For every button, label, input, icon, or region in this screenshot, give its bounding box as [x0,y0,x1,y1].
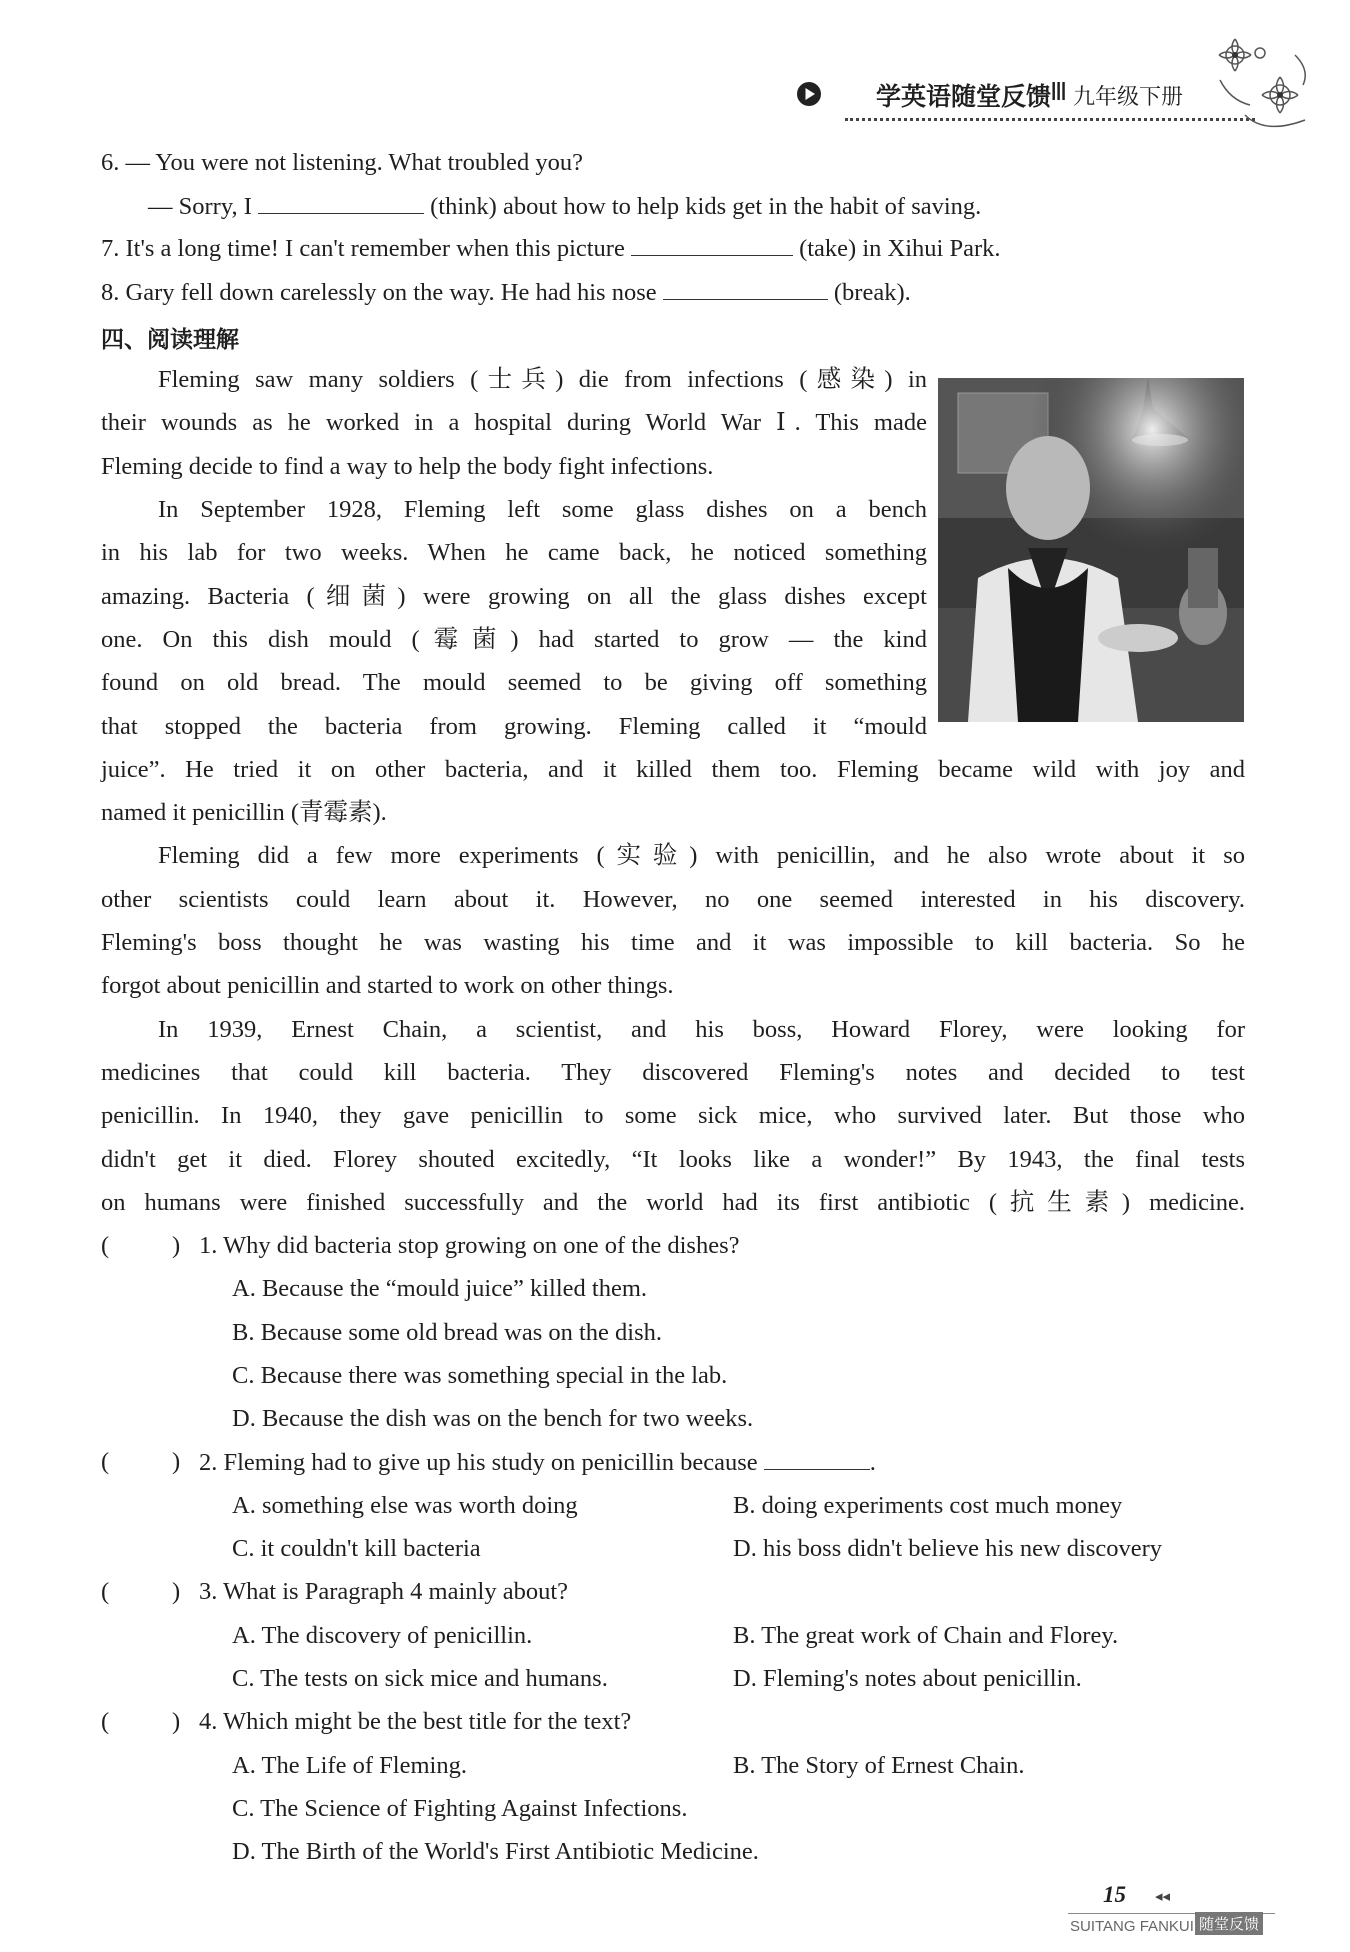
mcq-stem: 1. Why did bacteria stop growing on one of the dishes? [199,1232,740,1259]
answer-paren-open[interactable]: ( [101,1232,110,1259]
mcq-option[interactable]: C. The Science of Fighting Against Infections. [232,1795,688,1822]
header-subtitle: 九年级下册 [1073,85,1184,110]
passage-p2-line: named it penicillin (青霉素). [101,799,387,826]
passage-p2-line: one. On this dish mould (霉菌) had started to grow — the kind [101,626,927,653]
mcq-option[interactable]: A. something else was worth doing [232,1492,578,1519]
passage-p1-line: Fleming decide to find a way to help the body fight infections. [101,453,714,480]
passage-p1-line: Fleming saw many soldiers (士兵) die from infections (感染) in [158,366,927,393]
mcq-option[interactable]: D. Fleming's notes about penicillin. [733,1665,1082,1692]
answer-paren-close[interactable]: ) [172,1708,181,1735]
mcq-option[interactable]: C. The tests on sick mice and humans. [232,1665,608,1692]
answer-blank[interactable] [258,191,424,214]
mcq-option[interactable]: D. his boss didn't believe his new discovery [733,1535,1163,1562]
footer-brand-badge: 随堂反馈 [1195,1912,1263,1935]
answer-paren-open[interactable]: ( [101,1448,110,1475]
header-title: 学英语随堂反馈 [876,82,1052,111]
mcq-option[interactable]: B. doing experiments cost much money [733,1492,1123,1519]
arrow-left-icon: ◂◂ [1155,1887,1171,1905]
passage-p2-line: amazing. Bacteria (细菌) were growing on all the glass dishes except [101,583,927,610]
answer-blank[interactable] [631,233,793,256]
header-dotted-rule [845,118,1255,121]
mcq-stem: 2. Fleming had to give up his study on penicillin because . [199,1449,876,1476]
mcq-option[interactable]: D. The Birth of the World's First Antibiotic Medicine. [232,1838,759,1865]
mcq-option[interactable]: B. The Story of Ernest Chain. [733,1752,1025,1779]
mcq-option[interactable]: A. Because the “mould juice” killed them. [232,1275,648,1302]
fleming-photo [938,378,1244,722]
mcq-option[interactable]: C. it couldn't kill bacteria [232,1535,481,1562]
passage-p2-line: found on old bread. The mould seemed to be giving off something [101,669,927,696]
question-6-line-1: 6. — You were not listening. What troubled you? [101,149,584,176]
play-icon [796,81,822,107]
mcq-option[interactable]: B. Because some old bread was on the dish. [232,1319,663,1346]
flower-decoration-icon [1205,25,1325,145]
passage-p3-line: Fleming did a few more experiments (实验) with penicillin, and he also wrote about it so [158,842,1245,869]
page-number: 15 [1103,1882,1126,1907]
passage-p1-line: their wounds as he worked in a hospital during World War Ⅰ. This made [101,409,927,436]
passage-p2-line: juice”. He tried it on other bacteria, and it killed them too. Fleming became wild with joy and [101,756,1245,783]
mcq-stem: 3. What is Paragraph 4 mainly about? [199,1578,568,1605]
passage-p2-line: in his lab for two weeks. When he came back, he noticed something [101,539,927,566]
footer-brand-pinyin: SUITANG FANKUI [1070,1918,1194,1935]
passage-p2-line: In September 1928, Fleming left some glass dishes on a bench [158,496,927,523]
passage-p3-line: forgot about penicillin and started to work on other things. [101,972,674,999]
mcq-option[interactable]: A. The discovery of penicillin. [232,1622,533,1649]
passage-p3-line: other scientists could learn about it. However, no one seemed interested in his discovery. [101,886,1245,913]
passage-p4-line: didn't get it died. Florey shouted excitedly, “It looks like a wonder!” By 1943, the final tests [101,1146,1245,1173]
mcq-stem: 4. Which might be the best title for the text? [199,1708,632,1735]
passage-p4-line: on humans were finished successfully and the world had its first antibiotic (抗生素) medicine. [101,1189,1245,1216]
mcq-option[interactable]: B. The great work of Chain and Florey. [733,1622,1119,1649]
answer-paren-close[interactable]: ) [172,1232,181,1259]
mcq-option[interactable]: A. The Life of Fleming. [232,1752,467,1779]
question-7: 7. It's a long time! I can't remember when this picture (take) in Xihui Park. [101,235,1001,262]
section-title: 四、阅读理解 [101,327,239,353]
question-8: 8. Gary fell down carelessly on the way. He had his nose (break). [101,279,911,306]
passage-p2-line: that stopped the bacteria from growing. Fleming called it “mould [101,713,927,740]
passage-p4-line: In 1939, Ernest Chain, a scientist, and his boss, Howard Florey, were looking for [158,1016,1245,1043]
answer-paren-close[interactable]: ) [172,1448,181,1475]
passage-p4-line: penicillin. In 1940, they gave penicillin to some sick mice, who survived later. But those who [101,1102,1245,1129]
mcq-option[interactable]: C. Because there was something special in the lab. [232,1362,728,1389]
passage-p3-line: Fleming's boss thought he was wasting his time and it was impossible to kill bacteria. So he [101,929,1245,956]
question-6-line-2: — Sorry, I (think) about how to help kids get in the habit of saving. [148,193,982,220]
answer-blank[interactable] [764,1447,870,1470]
answer-paren-close[interactable]: ) [172,1578,181,1605]
answer-paren-open[interactable]: ( [101,1578,110,1605]
answer-blank[interactable] [663,277,828,300]
mcq-option[interactable]: D. Because the dish was on the bench for two weeks. [232,1405,754,1432]
answer-paren-open[interactable]: ( [101,1708,110,1735]
passage-p4-line: medicines that could kill bacteria. They discovered Fleming's notes and decided to test [101,1059,1245,1086]
header-separator: Ⅲ [1050,77,1068,106]
